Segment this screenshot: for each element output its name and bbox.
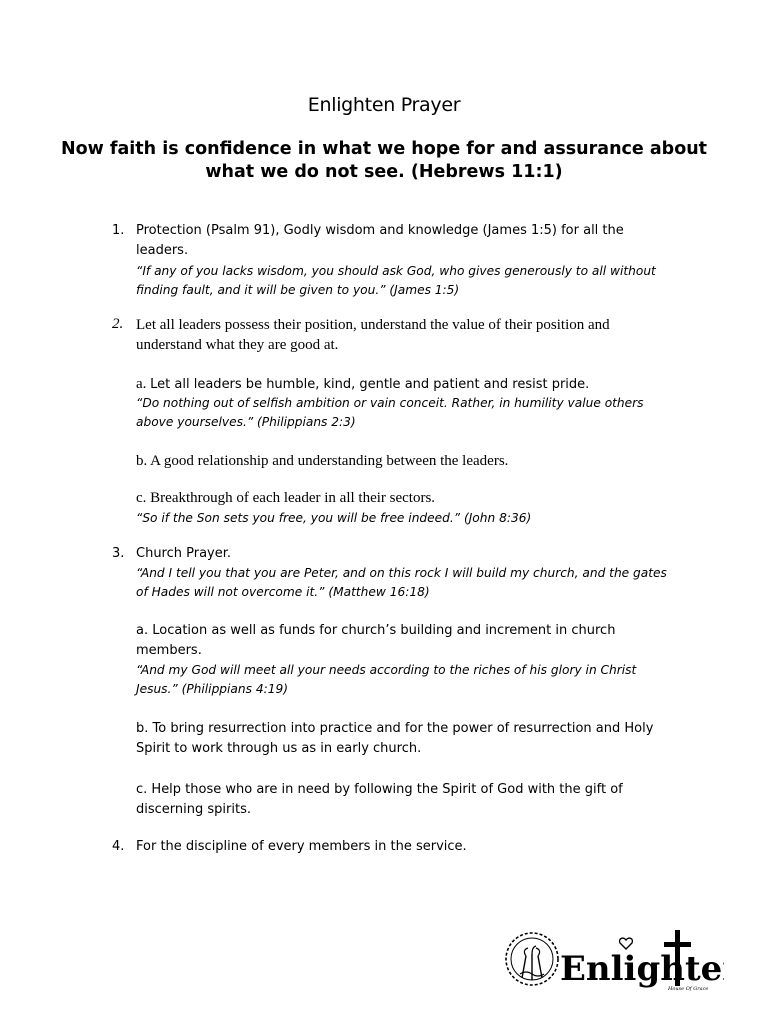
item-2a-prefix: a. bbox=[136, 376, 151, 392]
logo-tagline: House Of Grace bbox=[668, 986, 709, 992]
item-2c-quote: “So if the Son sets you free, you will be free indeed.” (John 8:36) bbox=[136, 511, 532, 525]
headline-verse: Now faith is confidence in what we hope for and assurance about what we do not see. (Hebrews 11:1) bbox=[60, 139, 708, 182]
logo-graphic bbox=[500, 926, 724, 992]
item-3c-text: c. Help those who are in need by following the Spirit of God with the gift of discerning spirits. bbox=[136, 782, 623, 817]
item-3-text: Church Prayer. bbox=[136, 546, 232, 561]
item-2-text: Let all leaders possess their position, understand the value of their position and understand what they are good at. bbox=[136, 317, 610, 353]
heart-icon bbox=[620, 938, 633, 949]
logo-wordmark: Enlighte bbox=[560, 949, 723, 989]
item-2b-text: b. A good relationship and understanding between the leaders. bbox=[136, 453, 509, 469]
item-2-number: 2. bbox=[112, 316, 124, 332]
item-3a-quote: “And my God will meet all your needs according to the riches of his glory in Christ Jesus.” (Philippians 4:19) bbox=[136, 663, 637, 696]
item-2c-text: c. Breakthrough of each leader in all their sectors. bbox=[136, 490, 436, 506]
item-1-number: 1. bbox=[112, 223, 125, 238]
enlighten-logo bbox=[500, 926, 724, 992]
item-1-quote: “If any of you lacks wisdom, you should ask God, who gives generously to all without finding fault, and it will be given to you.” (James 1:5) bbox=[136, 264, 656, 297]
item-2a-quote: “Do nothing out of selfish ambition or vain conceit. Rather, in humility value others above yourselves.” (Philippians 2:3) bbox=[136, 396, 644, 429]
item-3-number: 3. bbox=[112, 546, 125, 561]
item-1-text: Protection (Psalm 91), Godly wisdom and knowledge (James 1:5) for all the leaders. bbox=[136, 223, 624, 258]
wreath-icon bbox=[506, 933, 558, 985]
item-4-number: 4. bbox=[112, 839, 125, 854]
item-3b-text: b. To bring resurrection into practice and for the power of resurrection and Holy Spirit to work through us as in early church. bbox=[136, 721, 654, 756]
item-4-text: For the discipline of every members in the service. bbox=[136, 839, 467, 854]
item-3a-text: a. Location as well as funds for church’s building and increment in church members. bbox=[136, 623, 616, 658]
page-title: Enlighten Prayer bbox=[307, 94, 461, 116]
item-2a-text: Let all leaders be humble, kind, gentle and patient and resist pride. bbox=[150, 377, 590, 392]
item-2a-line bbox=[136, 374, 676, 395]
item-3-quote: “And I tell you that you are Peter, and on this rock I will build my church, and the gates of Hades will not overcome it.” (Matthew 16:18) bbox=[136, 566, 667, 599]
